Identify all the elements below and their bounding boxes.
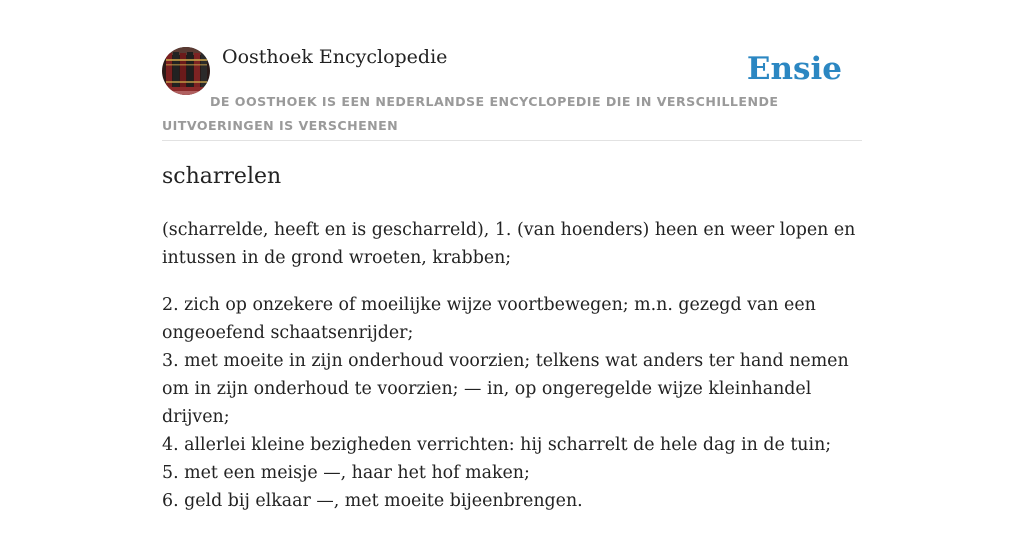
entry-intro: (scharrelde, heeft en is gescharreld), 1. (van hoenders) heen en weer lopen en intussen in de grond wroeten, krabben; [162,220,856,268]
page [162,0,862,512]
entry-senses [162,291,867,515]
site-title[interactable]: Oosthoek Encyclopedie [222,46,448,68]
site-tagline: DE OOSTHOEK IS EEN NEDERLANDSE ENCYCLOPEDIE DIE IN VERSCHILLENDE UITVOERINGEN IS VERSCHENEN [162,94,779,133]
entry-title: scharrelen [162,164,282,189]
sense-item: 5. met een meisje —, haar het hof maken; [162,463,530,483]
entry-body [162,216,867,534]
sense-item: 6. geld bij elkaar —, met moeite bijeenbrengen. [162,491,583,511]
brand-logo[interactable]: Ensie [746,51,842,87]
site-header [162,0,862,141]
sense-item: 3. met moeite in zijn onderhoud voorzien; telkens wat anders ter hand nemen om in zijn onderhoud te voorzien; — in, op ongeregelde wijze kleinhandel drijven; [162,351,849,427]
sense-item: 4. allerlei kleine bezigheden verrichten: hij scharrelt de hele dag in de tuin; [162,435,832,455]
sense-item: 2. zich op onzekere of moeilijke wijze voortbewegen; m.n. gezegd van een ongeoefend schaatsenrijder; [162,295,816,343]
encyclopedia-books-icon[interactable] [162,47,210,95]
